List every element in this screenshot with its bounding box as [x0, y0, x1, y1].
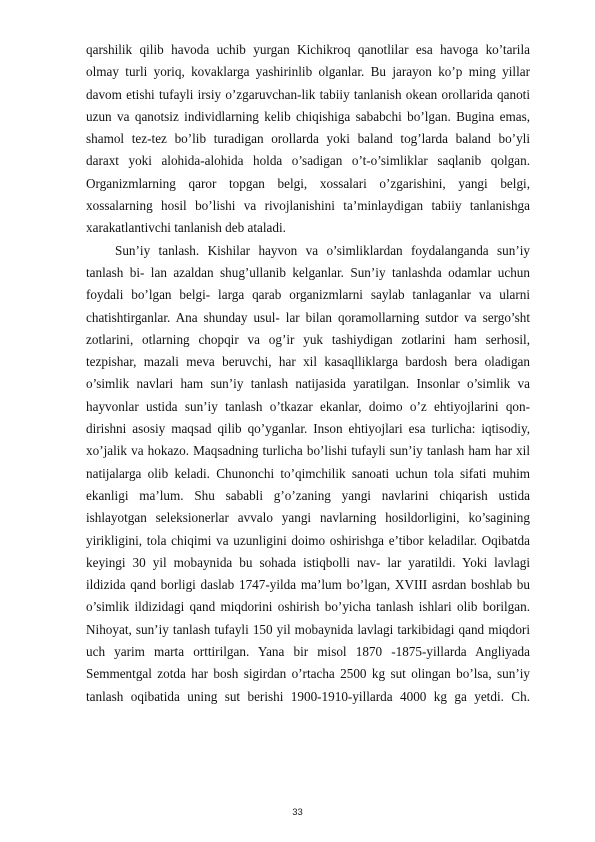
text-line: xossalarning hosil bo’lishi va rivojlanishini ta’minlaydigan tabiiy tanlanishga — [86, 198, 530, 214]
text-line: daraxt yoki alohida-alohida holda o’sadigan o’t-o’simliklar saqlanib qolgan. — [86, 153, 530, 169]
text-line: ildizida qand borligi daslab 1747-yilda ma’lum bo’lgan, XVIII asrdan boshlab bu — [86, 577, 530, 593]
text-line: chatishtirganlar. Ana shunday usul- lar bilan qoramollarning sutdor va sergo’sht — [86, 309, 530, 325]
text-line: dirishni asosiy maqsad qilib qo’yganlar. Inson ehtiyojlari esa turlicha: iqtisodiy, — [86, 421, 530, 437]
text-line: natijalarga olib keladi. Chunonchi to’qimchilik sanoati uchun tola sifati muhim — [86, 465, 530, 481]
text-line-paragraph-end: xarakatlantivchi tanlanish deb ataladi. — [86, 220, 286, 236]
text-line: tanlash oqibatida uning sut berishi 1900-1910-yillarda 4000 kg ga yetdi. Ch. — [86, 688, 530, 704]
text-line: davom etishi tufayli irsiy o’zgaruvchan-lik tabiiy tanlanish okean orollarida qanoti — [86, 86, 530, 102]
text-line: uch yarim marta orttirilgan. Yana bir misol 1870 -1875-yillarda Angliyada — [86, 644, 530, 660]
text-line: qarshilik qilib havoda uchib yurgan Kichikroq qanotlilar esa havoga ko’tarila — [86, 42, 530, 57]
text-line: Organizmlarning qaror topgan belgi, xossalari o’zgarishini, yangi belgi, — [86, 175, 530, 191]
text-line: o’simlik navlari ham sun’iy tanlash natijasida yaratilgan. Insonlar o’simlik va — [86, 376, 530, 392]
text-line: tanlash bi- lan azaldan shug’ullanib kelganlar. Sun’iy tanlashda odamlar uchun — [86, 264, 530, 280]
text-line: shamol tez-tez bo’lib turadigan orollarda yoki baland tog’larda baland bo’yli — [86, 131, 530, 147]
text-line: xo’jalik va hokazo. Maqsadning turlicha bo’lishi tufayli sun’iy tanlash ham har xil — [86, 443, 530, 459]
body-text — [86, 39, 530, 708]
text-line: ekanligi ma’lum. Shu sababli g’o’zaning yangi navlarini chiqarish ustida — [86, 487, 530, 503]
text-line: Semmentgal zotda har bosh sigirdan o’rtacha 2500 kg sut olingan bo’lsa, sun’iy — [86, 666, 530, 682]
text-line: foydali bo’lgan belgi- larga qarab organizmlarni saylab tanlaganlar va ularni — [86, 287, 530, 303]
text-line: yirikligini, tola chiqimi va uzunligini doimo oshirishga e’tibor keladilar. Oqibatda — [86, 532, 530, 548]
text-line: Nihoyat, sun’iy tanlash tufayli 150 yil mobaynida lavlagi tarkibidagi qand miqdori — [86, 621, 530, 637]
text-line: zotlarini, otlarning chopqir va og’ir yuk tashiydigan zotlarini ham serhosil, — [86, 331, 530, 347]
text-line: hayvonlar ustida sun’iy tanlash o’tkazar ekanlar, doimo o’z ehtiyojlarini qon- — [86, 398, 530, 414]
text-line: olmay turli yoriq, kovaklarga yashirinlib olganlar. Bu jarayon ko’p ming yillar — [86, 64, 530, 80]
text-line-paragraph-start: Sun’iy tanlash. Kishilar hayvon va o’simliklardan foydalanganda sun’iy — [115, 242, 530, 258]
text-line: tezpishar, mazali meva beruvchi, har xil kasaqlliklarga bardosh bera oladigan — [86, 354, 530, 370]
text-line: o’simlik ildizidagi qand miqdorini oshirish bo’yicha tanlash ishlari olib borilgan. — [86, 599, 530, 615]
text-line: ishlayotgan seleksionerlar avvalo yangi navlarning hosildorligini, ko’sagining — [86, 510, 530, 526]
text-line: keyingi 30 yil mobaynida bu sohada istiqbolli nav- lar yaratildi. Yoki lavlagi — [86, 554, 530, 570]
text-line: uzun va qanotsiz individlarning kelib chiqishiga sababchi bo’lgan. Bugina emas, — [86, 108, 530, 124]
page-number: 33 — [292, 807, 303, 818]
